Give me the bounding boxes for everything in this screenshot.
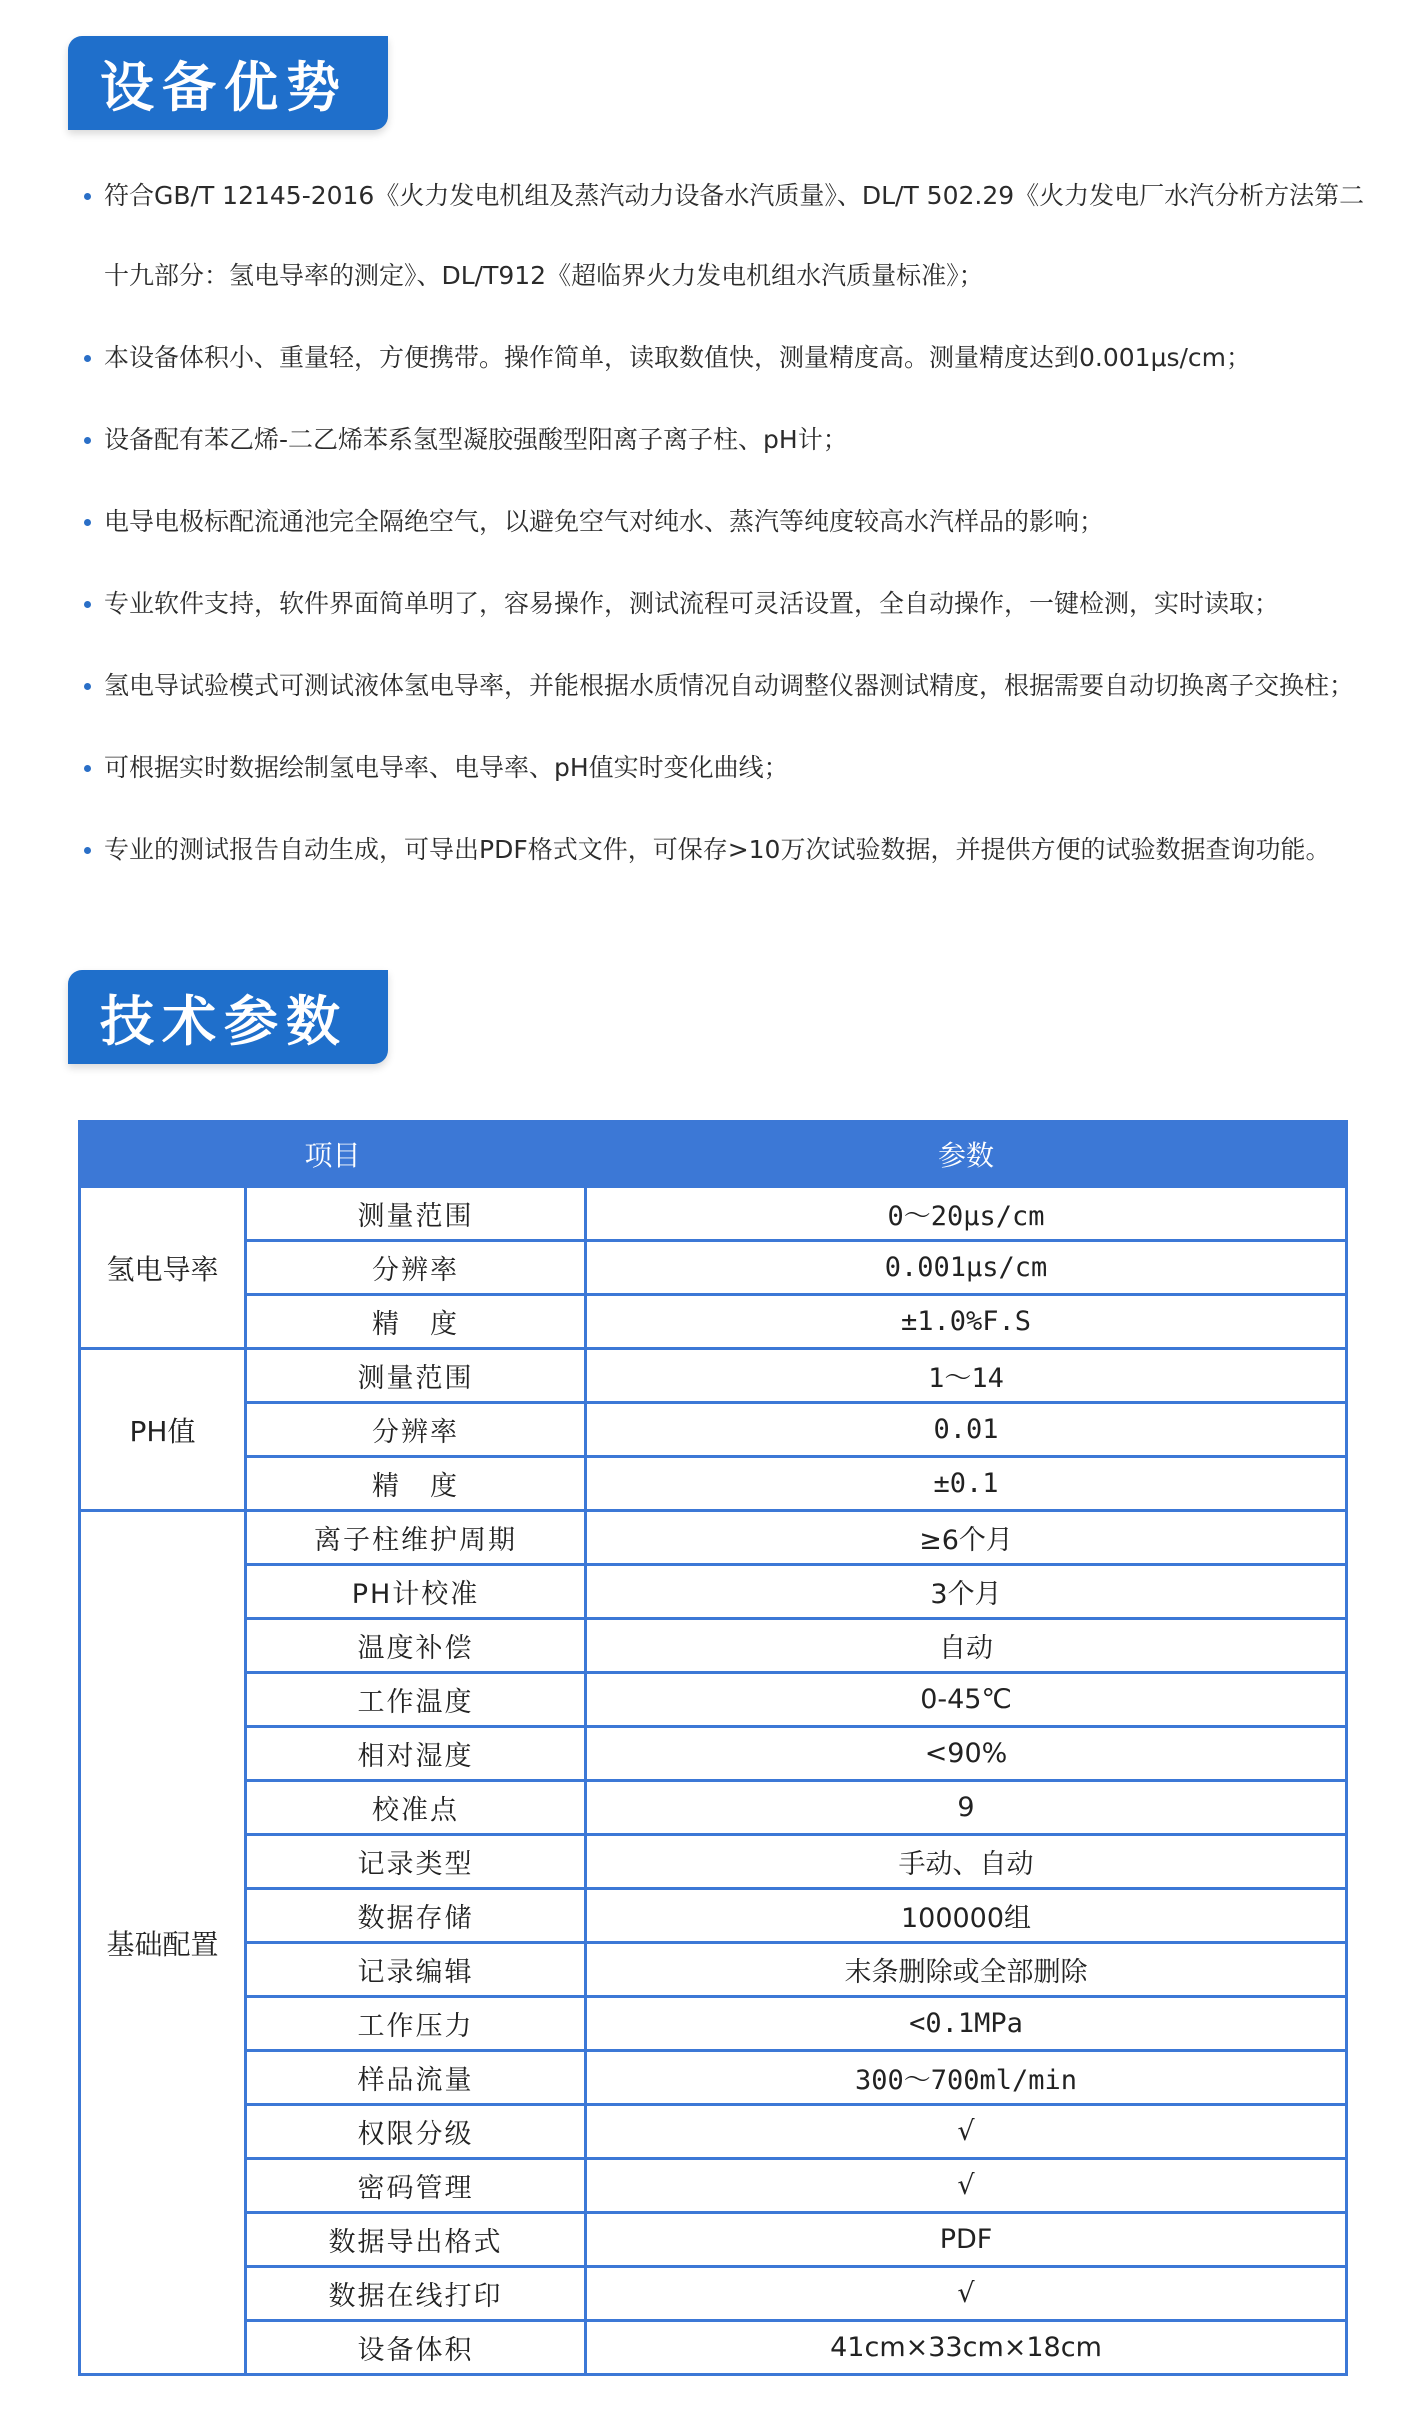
table-row <box>80 2321 1347 2375</box>
row-item: 相对湿度 <box>246 1727 586 1781</box>
row-item: 工作压力 <box>246 1997 586 2051</box>
row-item: 密码管理 <box>246 2159 586 2213</box>
row-item: 分辨率 <box>246 1241 586 1295</box>
row-value: 末条删除或全部删除 <box>586 1943 1347 1997</box>
table-row <box>80 2267 1347 2321</box>
row-value: √ <box>586 2105 1347 2159</box>
column-header-item: 项目 <box>80 1122 586 1187</box>
table-row <box>80 1943 1347 1997</box>
table-row <box>80 1889 1347 1943</box>
table-row <box>80 2051 1347 2105</box>
list-item: 设备配有苯乙烯-二乙烯苯系氢型凝胶强酸型阳离子离子柱、pH计； <box>80 420 1380 460</box>
table-row <box>80 1997 1347 2051</box>
table-row <box>80 1241 1347 1295</box>
row-item: 记录编辑 <box>246 1943 586 1997</box>
group-label: 氢电导率 <box>80 1187 246 1349</box>
table-header-row <box>80 1122 1347 1187</box>
row-value: ±1.0%F.S <box>586 1295 1347 1349</box>
row-value: 0.001μs/cm <box>586 1241 1347 1295</box>
row-value: ±0.1 <box>586 1457 1347 1511</box>
advantages-header <box>68 36 388 130</box>
list-item: 氢电导试验模式可测试液体氢电导率，并能根据水质情况自动调整仪器测试精度，根据需要自动切换离子交换柱； <box>80 666 1380 706</box>
row-value: 300～700ml/min <box>586 2051 1347 2105</box>
table-row <box>80 2105 1347 2159</box>
row-item: 温度补偿 <box>246 1619 586 1673</box>
row-item: 离子柱维护周期 <box>246 1511 586 1565</box>
row-item: 精 度 <box>246 1295 586 1349</box>
row-item: 测量范围 <box>246 1187 586 1241</box>
row-value: 41cm×33cm×18cm <box>586 2321 1347 2375</box>
row-item: PH计校准 <box>246 1565 586 1619</box>
row-item: 工作温度 <box>246 1673 586 1727</box>
row-value: <0.1MPa <box>586 1997 1347 2051</box>
table-row <box>80 1619 1347 1673</box>
row-value: ≥6个月 <box>586 1511 1347 1565</box>
table-row <box>80 1781 1347 1835</box>
list-item: 本设备体积小、重量轻，方便携带。操作简单，读取数值快，测量精度高。测量精度达到0.001μs/cm； <box>80 338 1380 378</box>
row-item: 设备体积 <box>246 2321 586 2375</box>
row-value: 手动、自动 <box>586 1835 1347 1889</box>
row-item: 精 度 <box>246 1457 586 1511</box>
table-row <box>80 2159 1347 2213</box>
table-row <box>80 1295 1347 1349</box>
row-item: 权限分级 <box>246 2105 586 2159</box>
row-value: <90% <box>586 1727 1347 1781</box>
row-item: 分辨率 <box>246 1403 586 1457</box>
row-value: √ <box>586 2267 1347 2321</box>
table-row <box>80 1511 1347 1565</box>
list-item: 符合GB/T 12145-2016《火力发电机组及蒸汽动力设备水汽质量》、DL/T 502.29《火力发电厂水汽分析方法第二十九部分：氢电导率的测定》、DL/T912《超临界火力发电机组水汽质量标准》； <box>80 156 1380 316</box>
advantages-title: 设备优势 <box>100 55 348 119</box>
table-row <box>80 1187 1347 1241</box>
row-value: 9 <box>586 1781 1347 1835</box>
advantages-list <box>80 176 1380 912</box>
table-row <box>80 1457 1347 1511</box>
row-value: 0-45℃ <box>586 1673 1347 1727</box>
row-value: 0～20μs/cm <box>586 1187 1347 1241</box>
table-row <box>80 1673 1347 1727</box>
row-item: 数据存储 <box>246 1889 586 1943</box>
table-row <box>80 2213 1347 2267</box>
list-item: 电导电极标配流通池完全隔绝空气，以避免空气对纯水、蒸汽等纯度较高水汽样品的影响； <box>80 502 1380 542</box>
row-value: 100000组 <box>586 1889 1347 1943</box>
row-value: PDF <box>586 2213 1347 2267</box>
table-row <box>80 1835 1347 1889</box>
row-item: 样品流量 <box>246 2051 586 2105</box>
group-label: PH值 <box>80 1349 246 1511</box>
row-item: 记录类型 <box>246 1835 586 1889</box>
column-header-param: 参数 <box>586 1122 1347 1187</box>
row-value: 0.01 <box>586 1403 1347 1457</box>
row-item: 数据导出格式 <box>246 2213 586 2267</box>
spec-table <box>78 1120 1348 2376</box>
table-row <box>80 1565 1347 1619</box>
table-row <box>80 1403 1347 1457</box>
list-item: 专业的测试报告自动生成，可导出PDF格式文件，可保存>10万次试验数据，并提供方便的试验数据查询功能。 <box>80 830 1380 870</box>
specs-title: 技术参数 <box>100 989 348 1053</box>
group-label: 基础配置 <box>80 1511 246 2375</box>
row-value: 3个月 <box>586 1565 1347 1619</box>
row-value: √ <box>586 2159 1347 2213</box>
specs-header <box>68 970 388 1064</box>
row-item: 校准点 <box>246 1781 586 1835</box>
row-value: 自动 <box>586 1619 1347 1673</box>
table-row <box>80 1349 1347 1403</box>
list-item: 可根据实时数据绘制氢电导率、电导率、pH值实时变化曲线； <box>80 748 1380 788</box>
row-item: 数据在线打印 <box>246 2267 586 2321</box>
row-item: 测量范围 <box>246 1349 586 1403</box>
list-item: 专业软件支持，软件界面简单明了，容易操作，测试流程可灵活设置，全自动操作，一键检测，实时读取； <box>80 584 1380 624</box>
table-row <box>80 1727 1347 1781</box>
row-value: 1～14 <box>586 1349 1347 1403</box>
